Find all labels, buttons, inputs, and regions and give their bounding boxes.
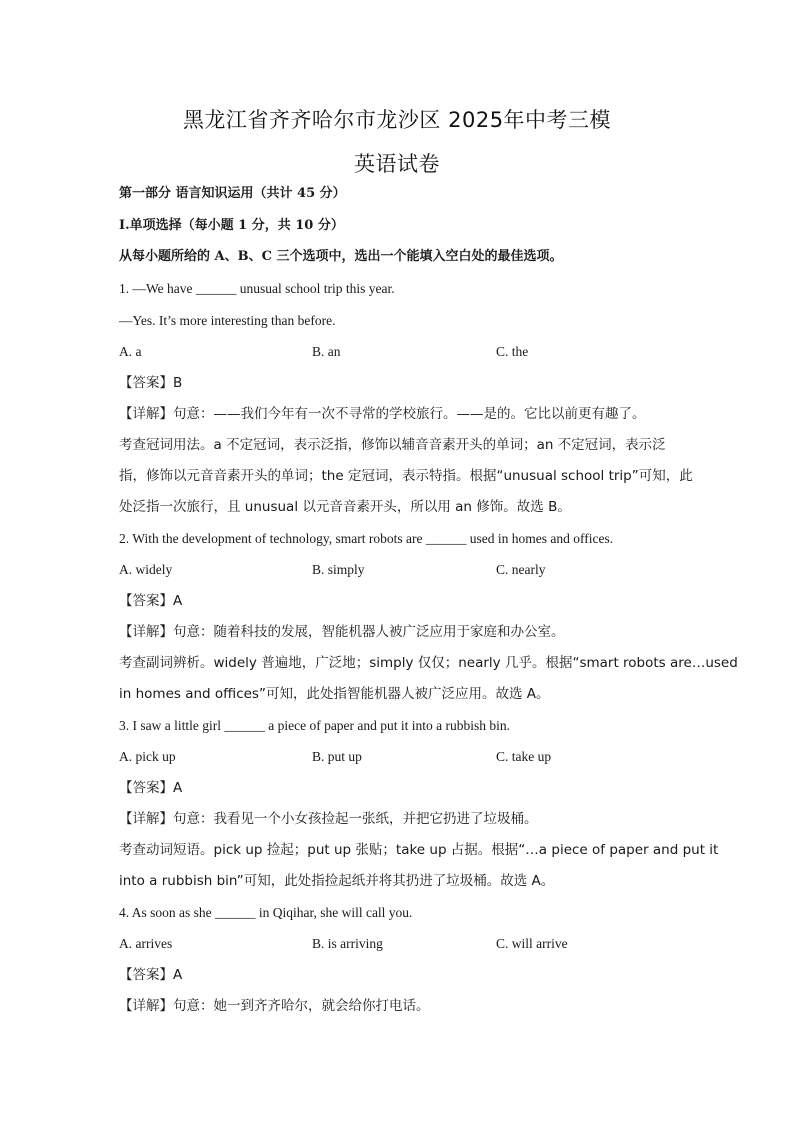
question-1-detail-2: 考查冠词用法。a 不定冠词，表示泛指，修饰以辅音音素开头的单词；an 不定冠词，表示泛: [119, 437, 666, 453]
question-1-reply: —Yes. It’s more interesting than before.: [119, 313, 336, 328]
question-3-detail-2: 考查动词短语。pick up 捡起；put up 张贴；take up 占据。根据“…a piece of paper and put it: [119, 842, 719, 858]
question-1-detail-3: 指，修饰以元音音素开头的单词；the 定冠词，表示特指。根据“unusual school trip”可知，此: [119, 468, 693, 484]
question-3-stem: 3. I saw a little girl ______ a piece of paper and put it into a rubbish bin.: [119, 718, 511, 733]
exam-title: 黑龙江省齐齐哈尔市龙沙区 2025年中考三模: [182, 108, 612, 132]
section-instruction: 从每小题所给的 A、B、C 三个选项中，选出一个能填入空白处的最佳选项。: [119, 249, 563, 264]
question-3-detail-1: 【详解】句意：我看见一个小女孩捡起一张纸，并把它扔进了垃圾桶。: [119, 811, 538, 827]
question-4-option-b: B. is arriving: [312, 936, 383, 951]
question-2-option-a: A. widely: [119, 562, 173, 577]
question-4-option-a: A. arrives: [119, 936, 173, 951]
question-1-answer: 【答案】B: [119, 375, 183, 391]
question-1-option-c: C. the: [496, 344, 529, 359]
question-1-option-b: B. an: [312, 344, 341, 359]
question-1-detail-1: 【详解】句意：——我们今年有一次不寻常的学校旅行。——是的。它比以前更有趣了。: [119, 406, 646, 422]
question-1-detail-4: 处泛指一次旅行，且 unusual 以元音音素开头，所以用 an 修饰。故选 B。: [119, 499, 571, 515]
question-3-option-a: A. pick up: [119, 749, 176, 764]
question-2-detail-1: 【详解】句意：随着科技的发展，智能机器人被广泛应用于家庭和办公室。: [119, 624, 565, 640]
exam-subtitle: 英语试卷: [354, 152, 440, 176]
question-2-answer: 【答案】A: [119, 593, 183, 609]
question-2-stem: 2. With the development of technology, smart robots are ______ used in homes and offices.: [119, 531, 614, 546]
question-3-option-c: C. take up: [496, 749, 552, 764]
question-2-option-b: B. simply: [312, 562, 365, 577]
question-3-detail-3: into a rubbish bin”可知，此处指捡起纸并将其扔进了垃圾桶。故选 A。: [119, 873, 555, 889]
question-2-detail-2: 考查副词辨析。widely 普遍地，广泛地；simply 仅仅；nearly 几乎。根据“smart robots are…used: [119, 655, 738, 671]
question-1-stem: 1. —We have ______ unusual school trip this year.: [119, 281, 395, 296]
question-3-answer: 【答案】A: [119, 780, 183, 796]
question-1-option-a: A. a: [119, 344, 142, 359]
question-4-detail-1: 【详解】句意：她一到齐齐哈尔，就会给你打电话。: [119, 998, 430, 1014]
section-heading: Ⅰ.单项选择（每小题 1 分，共 10 分）: [119, 218, 344, 233]
question-2-detail-3: in homes and offices”可知，此处指智能机器人被广泛应用。故选 A。: [119, 686, 550, 702]
question-4-answer: 【答案】A: [119, 967, 183, 983]
question-2-option-c: C. nearly: [496, 562, 546, 577]
question-4-stem: 4. As soon as she ______ in Qiqihar, she will call you.: [119, 905, 413, 920]
part-heading: 第一部分 语言知识运用（共计 45 分）: [119, 186, 346, 201]
question-4-option-c: C. will arrive: [496, 936, 568, 951]
question-3-option-b: B. put up: [312, 749, 362, 764]
